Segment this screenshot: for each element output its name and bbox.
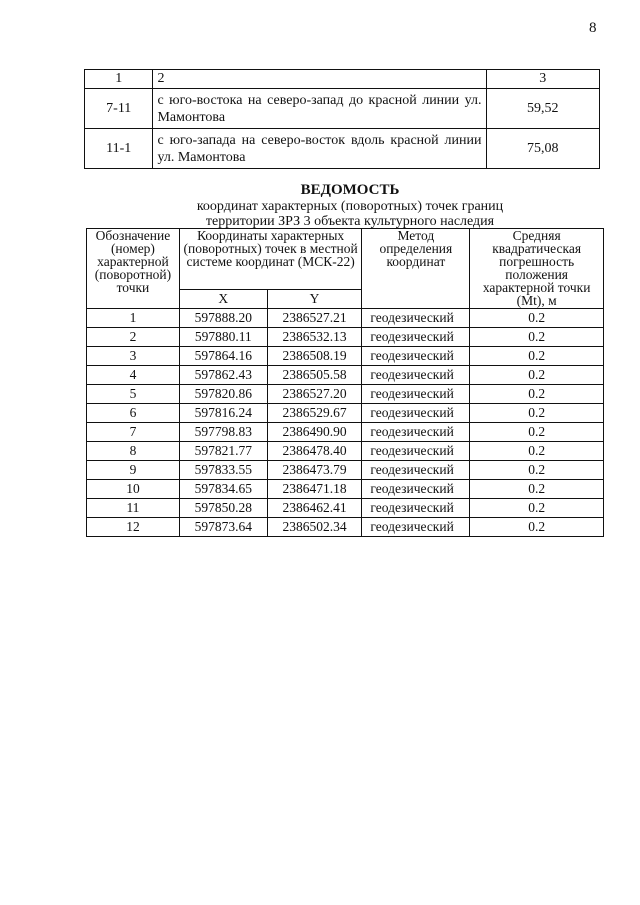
accuracy-cell: 0.2 — [470, 404, 604, 423]
segment-cell: 7-11 — [85, 89, 153, 129]
page-number: 8 — [589, 20, 597, 36]
column-header-3: 3 — [486, 70, 600, 89]
method-cell: геодезический — [362, 499, 470, 518]
method-cell: геодезический — [362, 328, 470, 347]
method-cell: геодезический — [362, 423, 470, 442]
table-row — [87, 309, 604, 328]
method-cell: геодезический — [362, 404, 470, 423]
table-row — [87, 366, 604, 385]
y-coordinate-cell: 2386527.21 — [267, 309, 362, 328]
method-cell: геодезический — [362, 309, 470, 328]
table-row — [87, 499, 604, 518]
y-coordinate-cell: 2386508.19 — [267, 347, 362, 366]
table-row — [87, 480, 604, 499]
table-header-row — [85, 70, 600, 89]
accuracy-cell: 0.2 — [470, 442, 604, 461]
y-coordinate-cell: 2386473.79 — [267, 461, 362, 480]
x-coordinate-cell: 597850.28 — [179, 499, 267, 518]
accuracy-cell: 0.2 — [470, 385, 604, 404]
point-number-cell: 9 — [87, 461, 180, 480]
method-cell: геодезический — [362, 480, 470, 499]
table-header-row — [87, 229, 604, 290]
length-cell: 59,52 — [486, 89, 600, 129]
y-coordinate-cell: 2386505.58 — [267, 366, 362, 385]
table-row — [87, 385, 604, 404]
description-cell: с юго-востока на северо-запад до красной линии ул. Мамонтова — [153, 89, 486, 129]
table-row — [87, 404, 604, 423]
table-row — [87, 442, 604, 461]
method-cell: геодезический — [362, 385, 470, 404]
x-coordinate-cell: 597834.65 — [179, 480, 267, 499]
accuracy-header: Средняя квадратическая погрешность положения характерной точки (Mt), м — [470, 229, 604, 309]
point-number-cell: 6 — [87, 404, 180, 423]
accuracy-cell: 0.2 — [470, 366, 604, 385]
method-cell: геодезический — [362, 347, 470, 366]
table-row — [87, 423, 604, 442]
x-coordinate-cell: 597862.43 — [179, 366, 267, 385]
description-cell: с юго-запада на северо-восток вдоль красной линии ул. Мамонтова — [153, 129, 486, 169]
x-coordinate-cell: 597880.11 — [179, 328, 267, 347]
document-heading — [0, 182, 640, 229]
method-cell: геодезический — [362, 442, 470, 461]
x-header: X — [179, 290, 267, 309]
accuracy-cell: 0.2 — [470, 347, 604, 366]
x-coordinate-cell: 597821.77 — [179, 442, 267, 461]
point-header: Обозначение (номер) характерной (поворотной) точки — [87, 229, 180, 309]
table-row — [85, 89, 600, 129]
method-cell: геодезический — [362, 366, 470, 385]
point-number-cell: 4 — [87, 366, 180, 385]
segment-cell: 11-1 — [85, 129, 153, 169]
y-coordinate-cell: 2386471.18 — [267, 480, 362, 499]
table-row — [87, 518, 604, 537]
accuracy-cell: 0.2 — [470, 423, 604, 442]
y-coordinate-cell: 2386490.90 — [267, 423, 362, 442]
point-number-cell: 7 — [87, 423, 180, 442]
coordinates-table — [86, 228, 604, 537]
point-number-cell: 5 — [87, 385, 180, 404]
y-coordinate-cell: 2386462.41 — [267, 499, 362, 518]
column-header-2: 2 — [153, 70, 486, 89]
accuracy-cell: 0.2 — [470, 518, 604, 537]
x-coordinate-cell: 597888.20 — [179, 309, 267, 328]
table-row — [87, 461, 604, 480]
accuracy-cell: 0.2 — [470, 499, 604, 518]
x-coordinate-cell: 597864.16 — [179, 347, 267, 366]
length-cell: 75,08 — [486, 129, 600, 169]
heading-line-1: координат характерных (поворотных) точек границ — [196, 199, 504, 214]
heading-title: ВЕДОМОСТЬ — [300, 182, 400, 198]
boundary-description-table — [84, 69, 600, 169]
point-number-cell: 12 — [87, 518, 180, 537]
coordinates-header: Координаты характерных (поворотных) точек в местной системе координат (МСК-22) — [179, 229, 362, 290]
x-coordinate-cell: 597833.55 — [179, 461, 267, 480]
point-number-cell: 11 — [87, 499, 180, 518]
x-coordinate-cell: 597873.64 — [179, 518, 267, 537]
accuracy-cell: 0.2 — [470, 328, 604, 347]
column-header-1: 1 — [85, 70, 153, 89]
x-coordinate-cell: 597816.24 — [179, 404, 267, 423]
y-coordinate-cell: 2386502.34 — [267, 518, 362, 537]
table-row — [85, 129, 600, 169]
y-coordinate-cell: 2386532.13 — [267, 328, 362, 347]
y-coordinate-cell: 2386527.20 — [267, 385, 362, 404]
x-coordinate-cell: 597820.86 — [179, 385, 267, 404]
y-header: Y — [267, 290, 362, 309]
point-number-cell: 3 — [87, 347, 180, 366]
method-cell: геодезический — [362, 461, 470, 480]
heading-line-2: территории ЗРЗ 3 объекта культурного наследия — [205, 214, 495, 229]
method-cell: геодезический — [362, 518, 470, 537]
y-coordinate-cell: 2386478.40 — [267, 442, 362, 461]
point-number-cell: 10 — [87, 480, 180, 499]
x-coordinate-cell: 597798.83 — [179, 423, 267, 442]
y-coordinate-cell: 2386529.67 — [267, 404, 362, 423]
accuracy-cell: 0.2 — [470, 480, 604, 499]
table-row — [87, 328, 604, 347]
coordinates-body — [87, 309, 604, 537]
point-number-cell: 1 — [87, 309, 180, 328]
table-row — [87, 347, 604, 366]
point-number-cell: 2 — [87, 328, 180, 347]
point-number-cell: 8 — [87, 442, 180, 461]
method-header: Метод определения координат — [362, 229, 470, 309]
accuracy-cell: 0.2 — [470, 309, 604, 328]
accuracy-cell: 0.2 — [470, 461, 604, 480]
